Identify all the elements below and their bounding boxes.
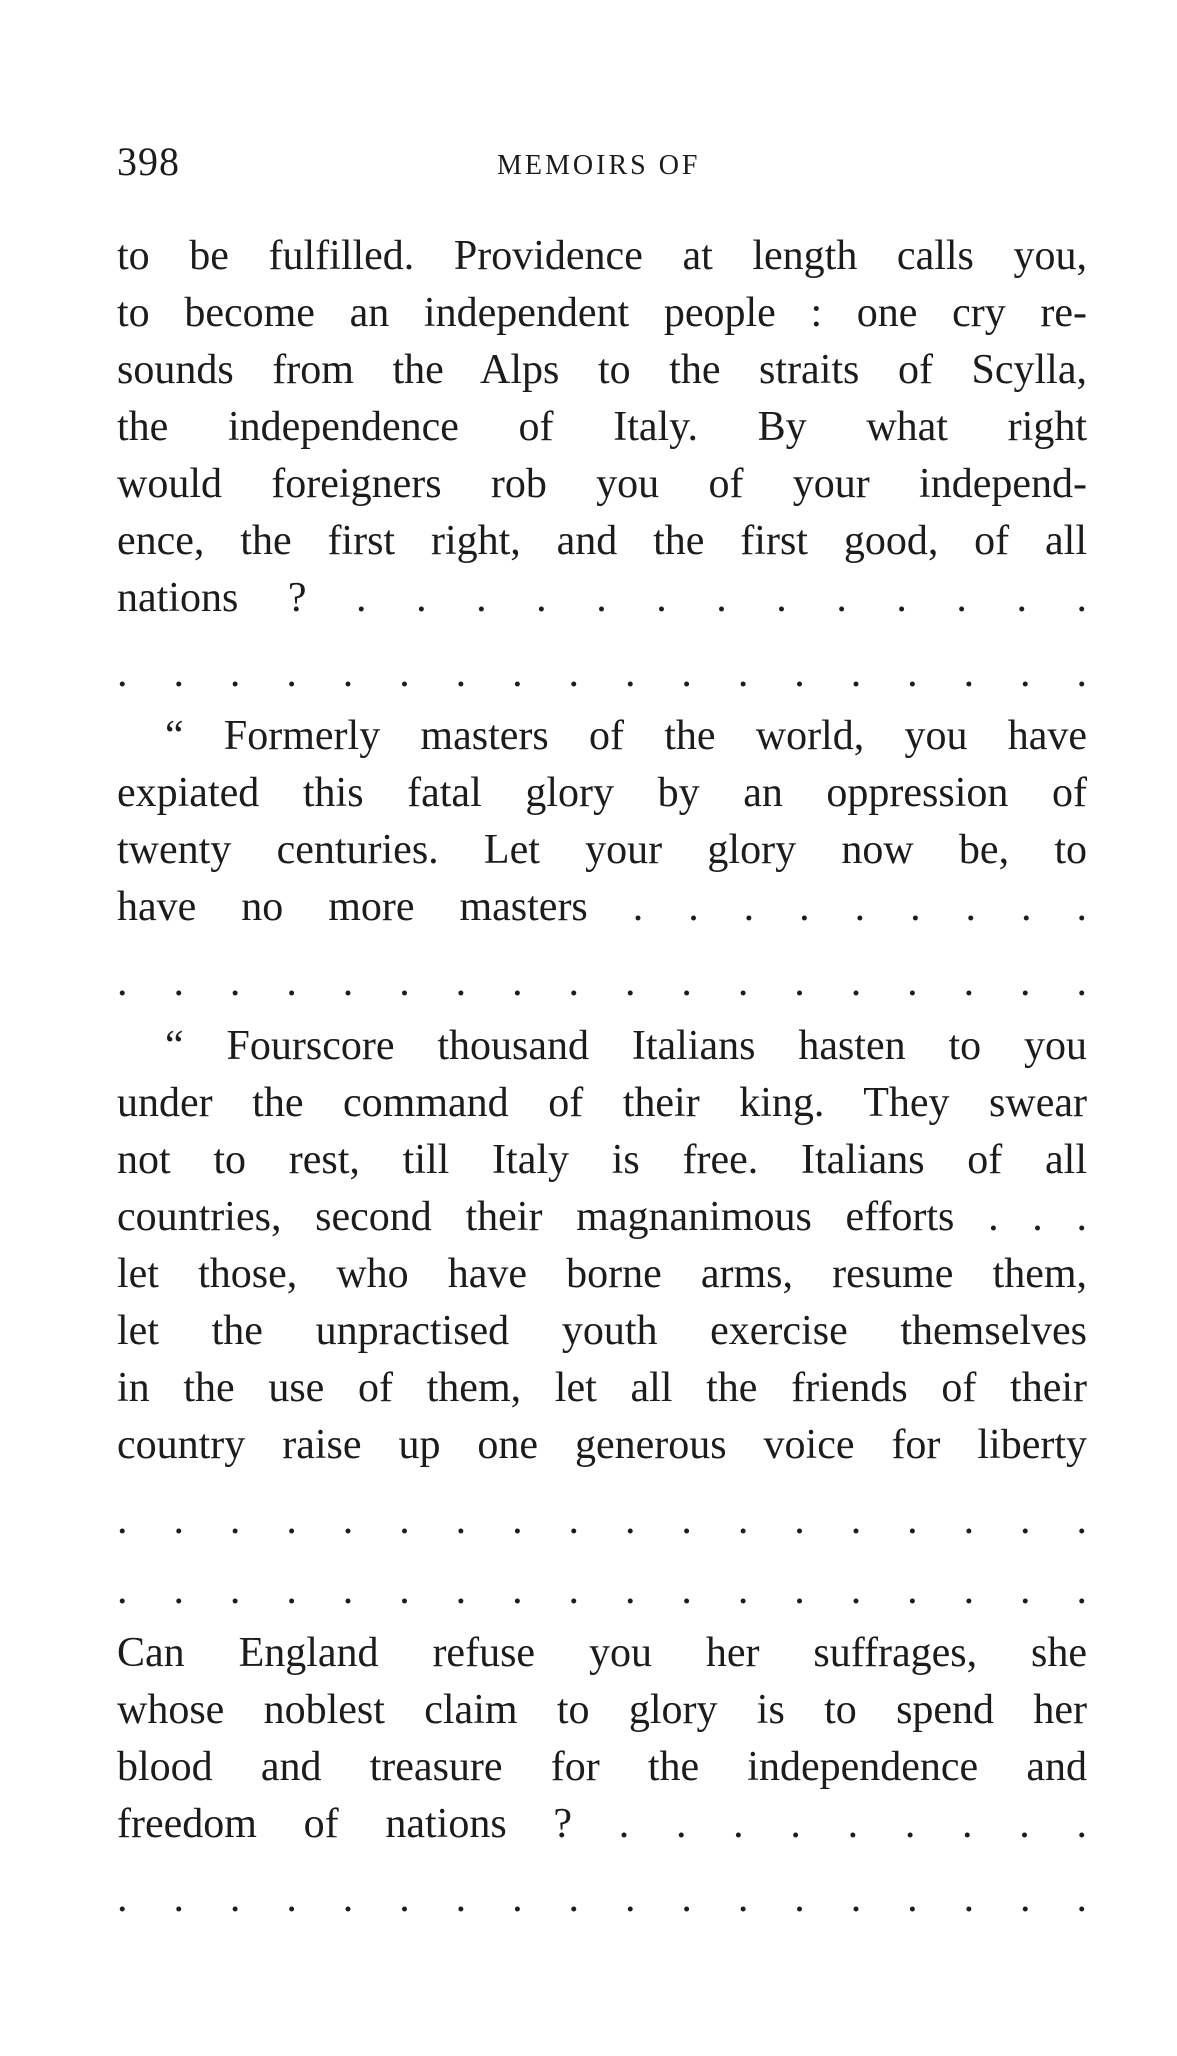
text-line: twenty centuries. Let your glory now be, to (117, 827, 1087, 873)
text-line: let those, who have borne arms, resume them, (117, 1251, 1087, 1297)
text-line: let the unpractised youth exercise themselves (117, 1308, 1087, 1354)
text-line: would foreigners rob you of your independ- (117, 461, 1087, 507)
text-line: to be fulfilled. Providence at length calls you, (117, 233, 1087, 279)
ellipsis-row: . . . . . . . . . . . . . . . . . . (117, 1497, 1087, 1543)
text-line: country raise up one generous voice for liberty (117, 1422, 1087, 1468)
ellipsis-row: . . . . . . . . . . . . . . . . . . (117, 650, 1087, 696)
text-line: not to rest, till Italy is free. Italians of all (117, 1137, 1087, 1183)
text-line: ence, the first right, and the first good, of all (117, 518, 1087, 564)
text-line: “ Formerly masters of the world, you have (165, 713, 1087, 759)
text-line: nations ? . . . . . . . . . . . . . (117, 575, 1087, 621)
page-number: 398 (117, 139, 180, 184)
running-head: MEMOIRS OF (497, 150, 701, 181)
ellipsis-row: . . . . . . . . . . . . . . . . . . (117, 1875, 1087, 1921)
text-line: countries, second their magnanimous efforts . . . (117, 1194, 1087, 1240)
text-line: blood and treasure for the independence and (117, 1744, 1087, 1790)
text-line: sounds from the Alps to the straits of Scylla, (117, 347, 1087, 393)
text-line: “ Fourscore thousand Italians hasten to you (165, 1023, 1087, 1069)
text-line: under the command of their king. They swear (117, 1080, 1087, 1126)
text-line: freedom of nations ? . . . . . . . . . (117, 1801, 1087, 1847)
text-line: to become an independent people : one cry re- (117, 290, 1087, 336)
page-header (117, 138, 1087, 188)
text-line: whose noblest claim to glory is to spend her (117, 1687, 1087, 1733)
text-line: in the use of them, let all the friends of their (117, 1365, 1087, 1411)
text-line: the independence of Italy. By what right (117, 404, 1087, 450)
text-line: have no more masters . . . . . . . . . (117, 884, 1087, 930)
text-line: Can England refuse you her suffrages, she (117, 1630, 1087, 1676)
text-line: expiated this fatal glory by an oppression of (117, 770, 1087, 816)
ellipsis-row: . . . . . . . . . . . . . . . . . . (117, 959, 1087, 1005)
ellipsis-row: . . . . . . . . . . . . . . . . . . (117, 1567, 1087, 1613)
